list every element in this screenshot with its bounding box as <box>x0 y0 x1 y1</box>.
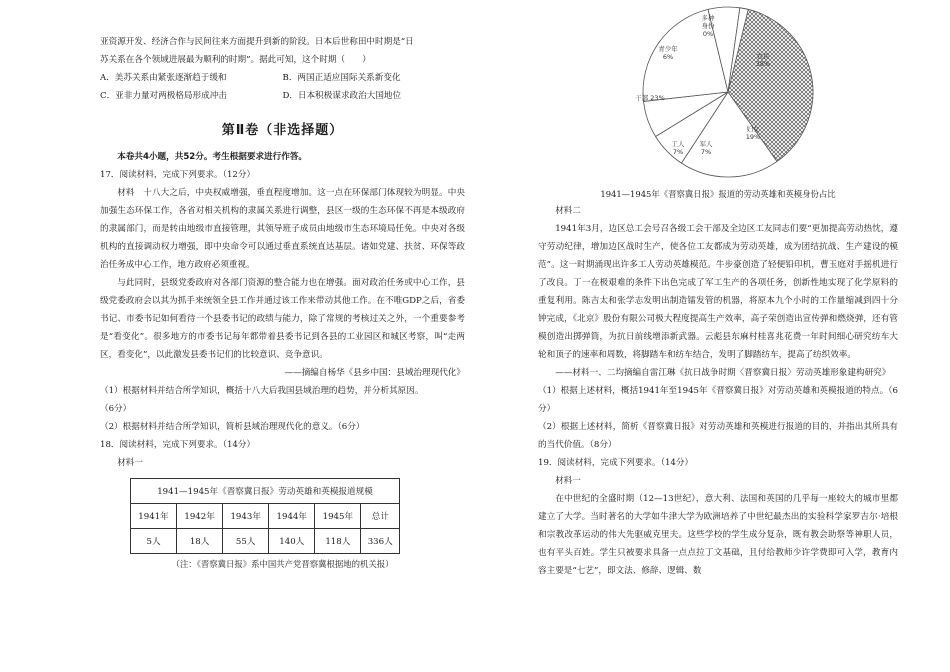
pie-label-青少年: 青少年 6% <box>658 45 678 61</box>
q17-sub1: （1）根据材料并结合所学知识，概括十八大后我国县域治理的趋势，并分析其原因。 <box>100 386 424 396</box>
q17-para2: 与此同时，县级党委政府对各部门资源的整合能力也在增强。面对政治任务或中心工作，县级党委政府会以其为抓手来统领全县工作并通过该工作来带动其他工作。在不唯GDP之后，省委书记、市委书记如何看待一个县委书记的政绩与能力，除了常规的考核过关之外，一个重要参考是“看变化”。很多地方的市委书记每年都带着县委书记到各县的工业园区和城区考察，叫“走两区，看变化”，以此激发县委书记们的比较意识、竞争意识。 <box>100 278 465 360</box>
table-header-cell: 1943年 <box>223 504 269 529</box>
q18-material: 材料一 <box>117 458 143 468</box>
intro-line-2: 苏关系在各个领域进展最为顺利的时期”。据此可知，这个时期（ ） <box>100 55 371 65</box>
pie-label-多种身份: 多种身份 0% <box>701 14 715 38</box>
q18-table-note: （注：《晋察冀日报》系中国共产党晋察冀根据地的机关报） <box>171 559 394 569</box>
pie-label-农民: 农民 38% <box>755 52 771 68</box>
pie-label-军人: 军人 7% <box>699 140 713 156</box>
table-value-cell: 140人 <box>269 529 315 554</box>
q17-sub2: （2）根据材料并结合所学知识，简析县域治理现代化的意义。（6分） <box>100 422 365 432</box>
q17-source: ——摘编自杨华《县乡中国：县域治理现代化》 <box>284 368 465 378</box>
section-title: 第Ⅱ卷（非选择题） <box>221 123 344 138</box>
pie-label-工人: 工人 7% <box>671 140 685 156</box>
pie-label-干部: 干部 23% <box>635 94 665 102</box>
table-header-cell: 1944年 <box>269 504 315 529</box>
q19-para: 在中世纪的全盛时期（12—13世纪），意大利、法国和英国的几乎每一座较大的城市里都建立了大学。当时著名的大学如牛津大学为欧洲培养了中世纪最杰出的实验科学家罗吉尔·培根和宗教改革运动的伟大先驱威克里夫。这些学校的学生成分复杂，既有教会助祭等神职人员，也有平头百姓。学生只被要求具备一点点拉丁文基础，且付给教师少许学费即可入学，教育内容主要是“七艺”，即文法、修辞、逻辑、数 <box>538 494 898 576</box>
q18-table <box>130 478 400 554</box>
table-header-cell: 1942年 <box>177 504 223 529</box>
options-row-1 <box>100 69 465 87</box>
chart-caption: 1941—1945年《晋察冀日报》报道的劳动英雄和英模身份占比 <box>600 189 836 199</box>
identity-pie-chart <box>538 0 898 180</box>
q19-head: 19．阅读材料，完成下列要求。（14分） <box>538 458 694 468</box>
table-value-cell: 55人 <box>223 529 269 554</box>
q19-material: 材料一 <box>555 476 581 486</box>
left-column <box>100 0 465 572</box>
q18-sub2: （2）根据上述材料，简析《晋察冀日报》对劳动英雄和英模进行报道的目的，并指出其所具有的当代价值。（8分） <box>538 422 898 450</box>
q18-sub1: （1）根据上述材料，概括1941年至1945年《晋察冀日报》对劳动英雄和英模报道的特点。（6分） <box>538 386 898 414</box>
table-value-cell: 5人 <box>131 529 177 554</box>
pie-label-妇女: 妇女 19% <box>745 125 761 141</box>
table-value-cell: 118人 <box>315 529 361 554</box>
q18-head: 18．阅读材料，完成下列要求。（14分） <box>100 440 256 450</box>
option-c: C．亚非力量对两极格局形成冲击 <box>100 91 227 101</box>
table-header-cell: 1945年 <box>315 504 361 529</box>
q17-para1: 材料 十八大之后，中央权威增强，垂直程度增加。这一点在环保部门体现较为明显。中央加强生态环保工作，各省对相关机构的隶属关系进行调整，县区一级的生态环保不再是本级政府的隶属部门，而是转由地级市直接管理，其领导班子成员由地级市生态环境局任免。中央对各级机构的直接调动权力增强，即中央命令可以通过垂直系统直达基层。诸如党建、扶贫、环保等政治任务成中心工作，地方政府必须重视。 <box>100 188 465 270</box>
options-row-2 <box>100 87 465 105</box>
table-header-cell: 总计 <box>361 504 400 529</box>
intro-line-1: 亚资源开发、经济合作与民间往来方面提升到新的阶段。日本后世称田中时期是“日 <box>100 37 414 47</box>
q17-sub1-score: （6分） <box>100 404 132 414</box>
option-a: A．美苏关系由紧张逐渐趋于缓和 <box>100 73 227 83</box>
right-column <box>538 0 898 580</box>
q17-head: 17．阅读材料，完成下列要求。（12分） <box>100 170 256 180</box>
material2-source: ——材料一、二均摘编自雷江琳《抗日战争时期〈晋察冀日报〉劳动英雄形象建构研究》 <box>555 368 891 378</box>
table-title: 1941—1945年《晋察冀日报》劳动英雄和英模报道规模 <box>131 479 400 504</box>
table-value-row <box>131 529 400 554</box>
table-value-cell: 336人 <box>361 529 400 554</box>
table-value-cell: 18人 <box>177 529 223 554</box>
table-header-cell: 1941年 <box>131 504 177 529</box>
option-d: D．日本积极谋求政治大国地位 <box>282 91 402 101</box>
section-note: 本卷共4小题，共52分。考生根据要求进行作答。 <box>117 152 308 162</box>
material2-label: 材料二 <box>555 206 581 216</box>
option-b: B．两国正适应国际关系新变化 <box>282 73 401 83</box>
material2-para: 1941年3月，边区总工会号召各级工会干部及全边区工友同志们要“更加提高劳动热忱，遵守劳动纪律，增加边区战时生产，使各位工友都成为劳动英雄，成为团结抗战、生产建设的模范”。这一时期涌现出许多工人劳动英雄模范。牛步豪创造了轻便铅印机，曹玉庭对手摇机进行了改良。丁一在极艰难的条件下出色完成了军工生产的各项任务，创新性地实现了化学原料的重复利用。陈吉太和张学志发明出制造镭发管的机器，将原本九个小时的工作量缩减到四十分钟完成，《北京》股份有限公司极大程度提高生产效率，高子荣创造出宣传弹和燃烧弹，还有管模创造出掷弹筒，为抗日前线增添新武器。云彪县东麻村桂喜兆花费一年时间细心研究纺车大轮和顶子的速率和周数，将脚踏车和纺车结合，发明了脚踏纺车，提高了纺织效率。 <box>538 224 898 360</box>
table-header-row <box>131 504 400 529</box>
